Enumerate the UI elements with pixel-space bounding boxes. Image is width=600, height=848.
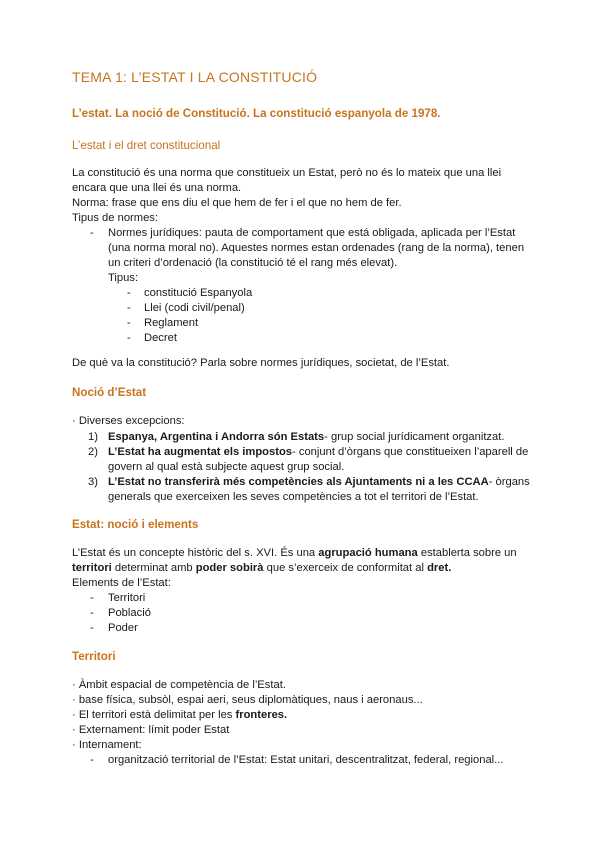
tipus-item: constitució Espanyola	[144, 287, 253, 299]
numbered-item: L’Estat no transferirà més competències als Ajuntaments ni a les CCAA- òrgans	[108, 476, 530, 488]
numbered-item: L’Estat ha augmentat els impostos- conjunt d’òrgans que constitueixen l’aparell de	[108, 446, 529, 458]
tipus-item: Decret	[144, 332, 177, 344]
section-heading-estat-dret: L’estat i el dret constitucional	[72, 139, 221, 152]
paragraph-line: · base física, subsòl, espai aeri, seus diplomàtiques, naus i aeronaus...	[72, 694, 423, 706]
section-heading-nocio-estat: Noció d’Estat	[72, 386, 147, 399]
paragraph-line: · Internament:	[72, 739, 142, 751]
paragraph-line: territori determinat amb poder sobirà que s’exerceix de conformitat al dret.	[72, 562, 452, 574]
paragraph-line: Norma: frase que ens diu el que hem de fer i el que no hem de fer.	[72, 197, 402, 209]
document-subtitle: L’estat. La noció de Constitució. La constitució espanyola de 1978.	[72, 107, 441, 120]
list-dash: -	[127, 302, 131, 314]
element-item: Població	[108, 607, 151, 619]
list-number: 1)	[88, 431, 98, 443]
element-item: Poder	[108, 622, 138, 634]
list-dash: -	[90, 592, 94, 604]
list-number: 3)	[88, 476, 98, 488]
list-number: 2)	[88, 446, 98, 458]
paragraph-line: De què va la constitució? Parla sobre normes jurídiques, societat, de l’Estat.	[72, 357, 450, 369]
paragraph-line: Elements de l’Estat:	[72, 577, 171, 589]
list-dash: -	[90, 622, 94, 634]
numbered-item: Espanya, Argentina i Andorra són Estats- grup social jurídicament organitzat.	[108, 431, 505, 443]
element-item: Territori	[108, 592, 146, 604]
paragraph-line: encara que una llei és una norma.	[72, 182, 242, 194]
list-dash: -	[127, 287, 131, 299]
list-item-line: organització territorial de l’Estat: Estat unitari, descentralitzat, federal, regional...	[108, 754, 504, 766]
numbered-item-line: generals que exerceixen les seves competències a tot el territori de l’Estat.	[108, 491, 479, 503]
section-heading-territori: Territori	[72, 650, 116, 663]
list-dash: -	[90, 754, 94, 766]
document-title: TEMA 1: L’ESTAT I LA CONSTITUCIÓ	[72, 69, 318, 85]
paragraph-line: · Externament: límit poder Estat	[72, 724, 230, 736]
list-dash: -	[127, 332, 131, 344]
tipus-item: Llei (codi civil/penal)	[144, 302, 245, 314]
paragraph-line: · Diverses excepcions:	[72, 415, 185, 427]
list-dash: -	[90, 227, 94, 239]
tipus-label: Tipus:	[108, 272, 139, 284]
paragraph-line: L’Estat és un concepte històric del s. XVI. És una agrupació humana establerta sobre un	[72, 547, 517, 559]
section-heading-nocio-elements: Estat: noció i elements	[72, 518, 199, 531]
paragraph-line: · El territori està delimitat per les fronteres.	[72, 709, 288, 721]
list-item-line: un criteri d’ordenació (la constitució té el rang més elevat).	[108, 257, 398, 269]
paragraph-line: · Àmbit espacial de competència de l’Estat.	[72, 679, 286, 691]
list-dash: -	[90, 607, 94, 619]
numbered-item-line: govern al qual està subjecte aquest grup social.	[108, 461, 345, 473]
list-item-line: Normes jurídiques: pauta de comportament que está obligada, aplicada per l’Estat	[108, 227, 516, 239]
paragraph-line: La constitució és una norma que constitueix un Estat, però no és lo mateix que una llei	[72, 167, 502, 179]
tipus-item: Reglament	[144, 317, 199, 329]
list-dash: -	[127, 317, 131, 329]
paragraph-line: Tipus de normes:	[72, 212, 159, 224]
list-item-line: (una norma moral no). Aquestes normes estan ordenades (rang de la norma), tenen	[108, 242, 525, 254]
